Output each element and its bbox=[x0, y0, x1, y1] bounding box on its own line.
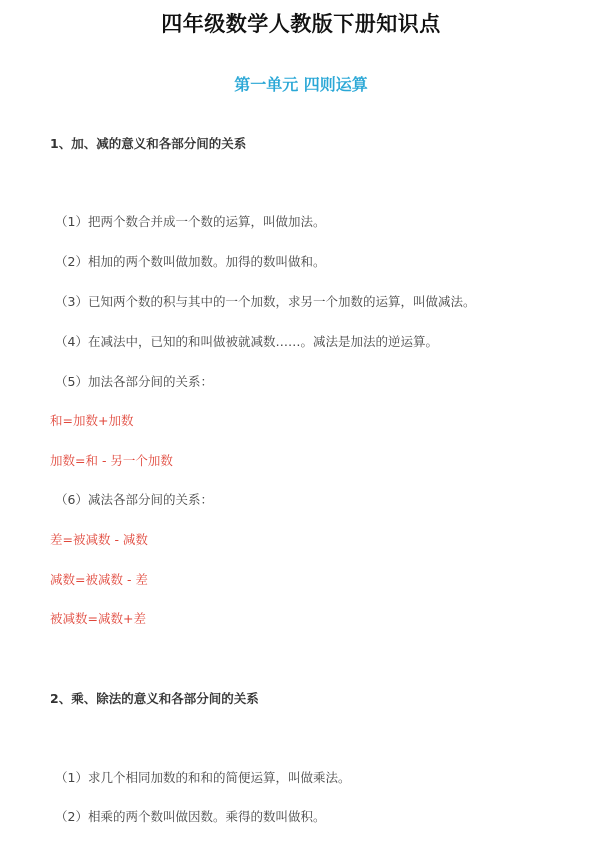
formula-addend: 加数=和 - 另一个加数 bbox=[50, 453, 173, 468]
section-heading-multiply-divide: 2、乘、除法的意义和各部分间的关系 bbox=[50, 691, 259, 706]
list-item: （2）相加的两个数叫做加数。加得的数叫做和。 bbox=[55, 254, 326, 269]
unit-title: 第一单元 四则运算 bbox=[234, 75, 368, 94]
list-item: （2）相乘的两个数叫做因数。乘得的数叫做积。 bbox=[55, 809, 326, 824]
list-item: （1）把两个数合并成一个数的运算，叫做加法。 bbox=[55, 214, 326, 229]
formula-subtrahend: 减数=被减数 - 差 bbox=[50, 572, 148, 587]
list-item: （6）减法各部分间的关系： bbox=[55, 492, 213, 507]
formula-difference: 差=被减数 - 减数 bbox=[50, 532, 148, 547]
formula-minuend: 被减数=减数+差 bbox=[50, 611, 146, 626]
list-item: （1）求几个相同加数的和和的简便运算，叫做乘法。 bbox=[55, 770, 351, 785]
list-item: （5）加法各部分间的关系： bbox=[55, 374, 213, 389]
list-item: （3）已知两个数的积与其中的一个加数，求另一个加数的运算，叫做减法。 bbox=[55, 294, 476, 309]
formula-sum: 和=加数+加数 bbox=[50, 413, 134, 428]
section-heading-add-subtract: 1、加、减的意义和各部分间的关系 bbox=[50, 136, 247, 151]
document-title: 四年级数学人教版下册知识点 bbox=[161, 12, 441, 36]
list-item: （4）在减法中，已知的和叫做被就减数……。减法是加法的逆运算。 bbox=[55, 334, 438, 349]
